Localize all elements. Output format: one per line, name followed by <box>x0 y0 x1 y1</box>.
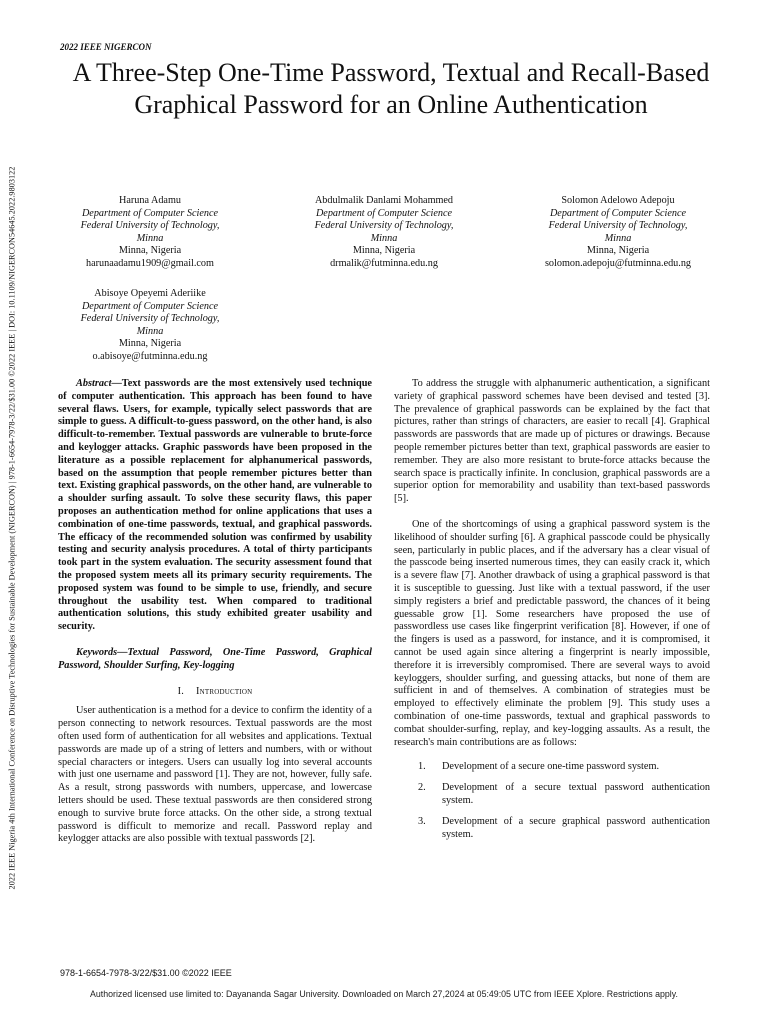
author-univ: Federal University of Technology, <box>80 220 220 232</box>
author-name: Solomon Adelowo Adepoju <box>561 195 675 206</box>
doi-side-note <box>5 88 19 968</box>
list-text: Development of a secure graphical password authentication system. <box>442 815 710 840</box>
author-location: Minna, Nigeria <box>118 338 182 350</box>
section-name: ntroduction <box>199 685 253 697</box>
intro-paragraph: User authentication is a method for a device to confirm the identity of a person connecting to network resources. Textual passwords are the most often used form of authentication for all websites and applications. Textual passwords are made up of a string of letters and numbers, with or without special characters or integers. Users can usually log into several accounts with just one username and password [1]. They are not, however, fully safe. As a result, strong passwords with numbers, uppercase, and lowercase letters should be used. These textual passwords are then considered strong enough to survive brute force attacks. On the other side, a strong textual password is difficult to memorize and recall. Password replay and keylogger attacks are also possible with textual passwords [2]. <box>58 705 372 845</box>
author-location: Minna, Nigeria <box>586 245 650 257</box>
author-univ: Federal University of Technology, <box>314 220 454 232</box>
author-univ: Federal University of Technology, <box>548 220 688 232</box>
abstract-text: —Text passwords are the most extensively used technique of computer authentication. This approach has been found to have several flaws. Users, for example, typically select passwords that are simple to guess. A difficult-to-guess password, on the other hand, is also difficult-to-remember. Textual passwords are vulnerable to brute-force and keylogger attacks. Graphic passwords have been proposed in the literature as a possible replacement for alphanumerical passwords, based on the assumption that people remember pictures better than text. Existing graphical passwords, on the other hand, are vulnerable to a shoulder surfing assault. To solve these security flaws, this paper proposes an authentication method for online applications that uses a combination of one-time passwords, textual, and graphical passwords. The efficacy of the recommended solution was confirmed by usability testing and security analysis procedures. A total of thirty participants took part in the system evaluation. The security assessment found that the proposed system meets all its primary security requirements. The proposed system was found to be simple to use, friendly, and secure throughout the usability test. When compared to traditional authentication solutions, this study exhibited greater usability and security. <box>58 378 372 633</box>
right-column <box>394 378 710 849</box>
author-name: Abisoye Opeyemi Aderiike <box>94 288 206 299</box>
abstract-lead: Abstract <box>76 378 112 389</box>
list-item <box>394 782 710 808</box>
author-univ-city: Minna <box>604 232 632 244</box>
list-item <box>394 761 710 774</box>
author-univ: Federal University of Technology, <box>80 313 220 325</box>
paper-title: A Three-Step One-Time Password, Textual and Recall-Based Graphical Password for an Online Authentication <box>72 58 710 119</box>
section-number: I. <box>177 685 184 697</box>
list-number: 1. <box>418 761 426 773</box>
author-univ-city: Minna <box>136 325 164 337</box>
author-name: Abdulmalik Danlami Mohammed <box>314 195 454 206</box>
keywords: Keywords—Textual Password, One-Time Password, Graphical Password, Shoulder Surfing, Key-logging <box>58 646 372 671</box>
license-notice: Authorized licensed use limited to: Dayananda Sagar University. Downloaded on March 27,2024 at 05:49:05 UTC from IEEE Xplore. Restrictions apply. <box>90 989 678 999</box>
author-1 <box>40 195 260 271</box>
list-number: 3. <box>418 815 426 827</box>
conference-header: 2022 IEEE NIGERCON <box>60 42 152 52</box>
footer-copyright: 978-1-6654-7978-3/22/$31.00 ©2022 IEEE <box>60 968 232 978</box>
author-email[interactable]: harunaadamu1909@gmail.com <box>86 257 214 269</box>
author-univ-city: Minna <box>370 232 398 244</box>
doi-side-note-text: 2022 IEEE Nigeria 4th International Conference on Disruptive Technologies for Sustainable Development (NIGERCON) | 978-1-6654-7978-3/22/$31.00 ©2022 IEEE | DOI: 10.1109/NIGERCON54645.2022.9803122 <box>7 166 17 890</box>
author-email[interactable]: o.abisoye@futminna.edu.ng <box>92 350 208 362</box>
author-dept: Department of Computer Science <box>81 207 219 219</box>
author-2 <box>274 195 494 271</box>
left-column <box>58 378 372 846</box>
author-email[interactable]: solomon.adepoju@futminna.edu.ng <box>544 257 692 269</box>
author-location: Minna, Nigeria <box>118 245 182 257</box>
list-text: Development of a secure textual password authentication system. <box>442 782 710 806</box>
author-location: Minna, Nigeria <box>352 245 416 257</box>
author-dept: Department of Computer Science <box>81 300 219 312</box>
section-heading-introduction <box>58 686 372 699</box>
list-text: Development of a secure one-time password system. <box>442 761 660 773</box>
author-email[interactable]: drmalik@futminna.edu.ng <box>330 257 438 269</box>
abstract <box>58 378 372 634</box>
author-name: Haruna Adamu <box>119 195 181 206</box>
author-3 <box>508 195 728 271</box>
section-initial: I <box>196 685 200 697</box>
list-item <box>394 816 710 842</box>
body-paragraph-1: To address the struggle with alphanumeric authentication, a significant variety of graphical password schemes have been devised and tested [3]. The prevalence of graphical passwords can be explained by the fact that pictures, rather than strings of characters, are easier to recall [4]. Graphical passwords are passwords that are made up of pictures or drawings. Because people remember pictures better than text, graphical passwords are easier to remember. They are also more resistant to brute-force attacks because the search space is practically infinite. In conclusion, graphical passwords are a superior option for memorability and usability than text-based passwords [5]. <box>394 378 710 505</box>
contributions-list <box>394 761 710 841</box>
author-dept: Department of Computer Science <box>315 207 453 219</box>
body-paragraph-2: One of the shortcomings of using a graphical password system is the likelihood of shoulder surfing [6]. A graphical passcode could be physically seen, particularly in public places, and if the adversary has a clear visual of the passcode being inserted numerous times, they can easily crack it, which is a severe flaw [7]. Another drawback of using a graphical password is that it is susceptible to guessing. Just like with a textual password, if the user simply registers a brief and predictable password, the chances of it being guessable grow [1]. Some researchers have proposed the use of passwordless use cases like fingerprint verification [8]. However, if one of the fingers is used as a password, for instance, and it is compromised, it cannot be used again since altering a fingerprint is nearly impossible, therefore it is irreversibly compromised. There are several ways to avoid keyloggers, shoulder surfing, and guessing attacks, but none of them are sufficient in and of themselves. A combination of strategies must be employed to effectively eliminate the problem [9]. This study uses a combination of one-time passwords, textual and graphical passwords to combat shoulder-surfing, replay, and key-logging assaults. As a result, the research's main contributions are as follows: <box>394 518 710 748</box>
author-4 <box>40 288 260 364</box>
author-dept: Department of Computer Science <box>549 207 687 219</box>
author-univ-city: Minna <box>136 232 164 244</box>
list-number: 2. <box>418 782 426 794</box>
